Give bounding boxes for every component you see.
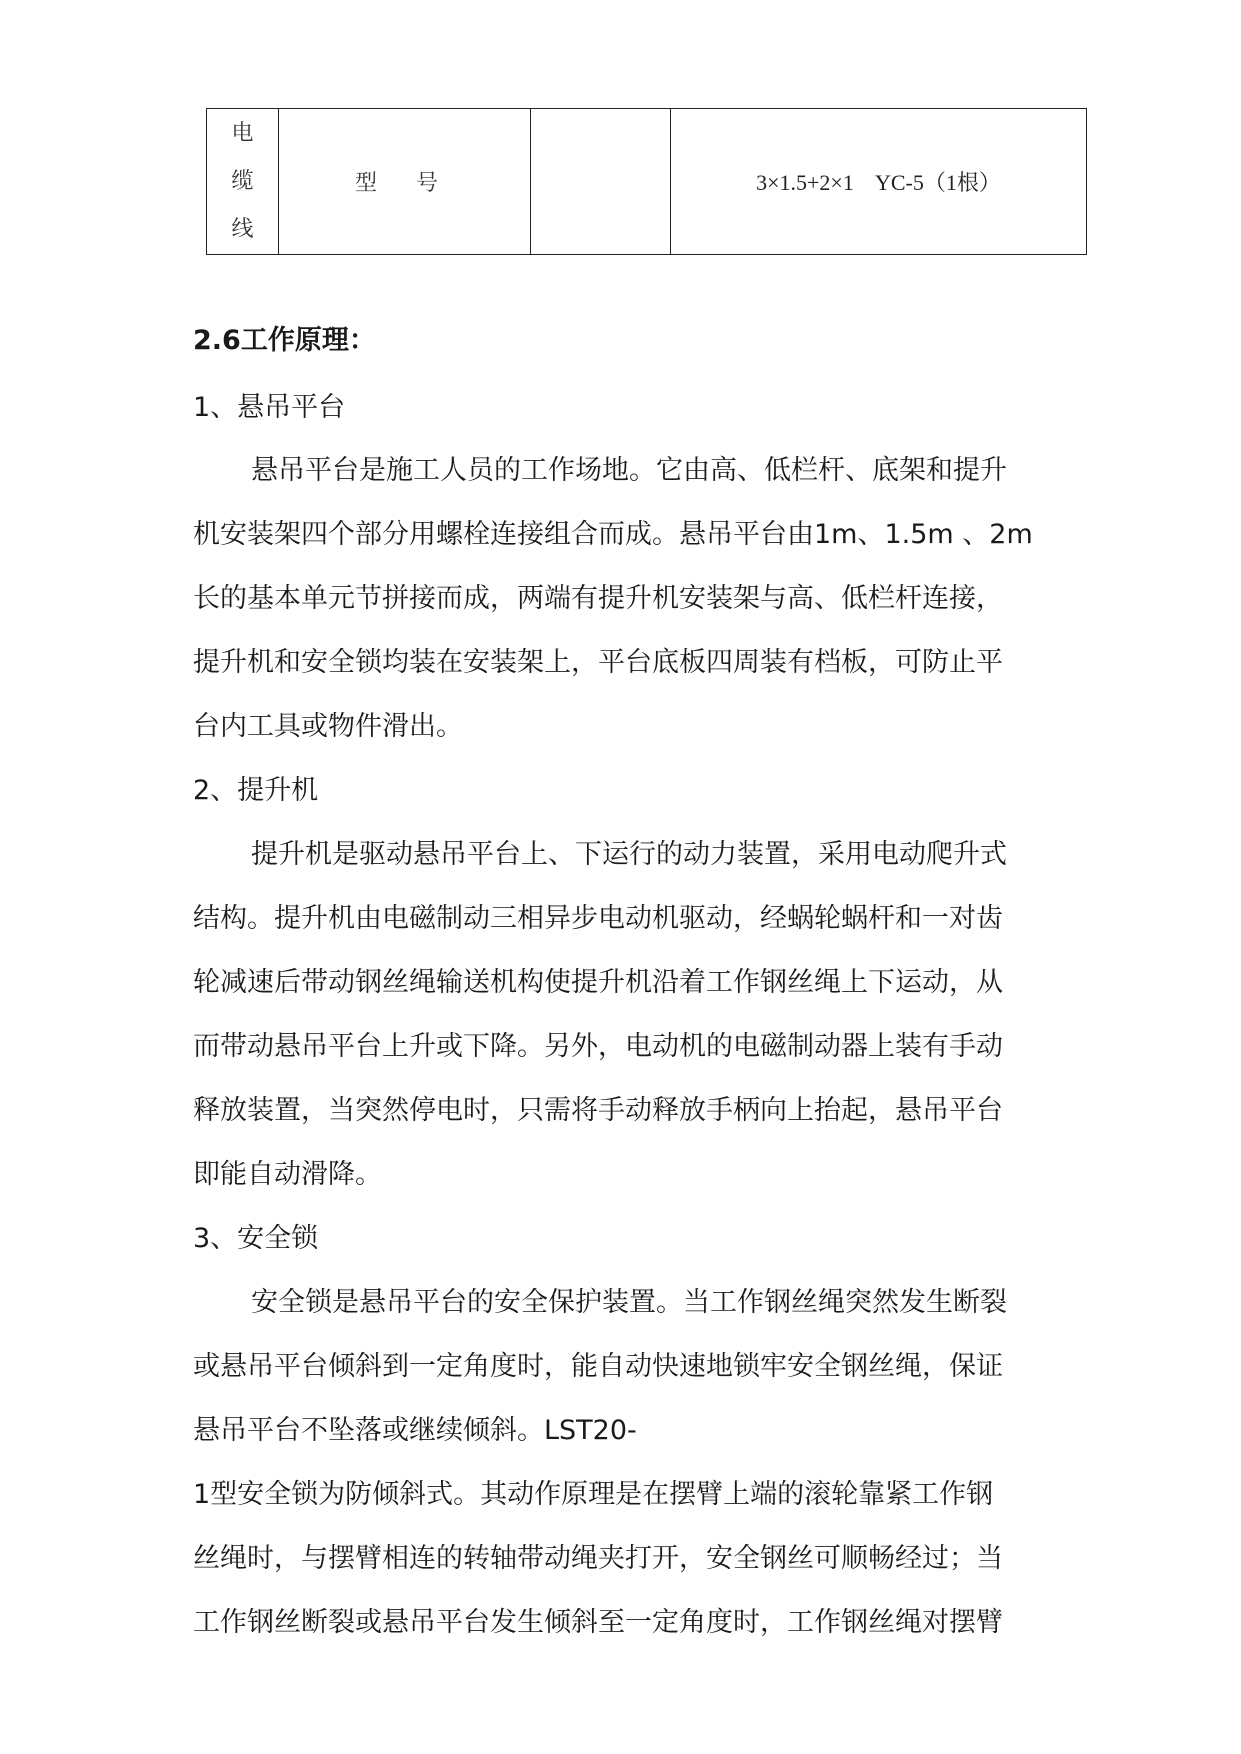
- paragraph-line: 长的基本单元节拼接而成，两端有提升机安装架与高、低栏杆连接，: [193, 583, 1003, 614]
- paragraph-line: 提升机和安全锁均装在安装架上，平台底板四周装有档板，可防止平: [193, 647, 1003, 678]
- paragraph-line: 而带动悬吊平台上升或下降。另外，电动机的电磁制动器上装有手动: [193, 1031, 1003, 1062]
- item-heading-platform: 1、悬吊平台: [193, 392, 346, 423]
- empty-cell: [531, 109, 671, 255]
- paragraph-line: 轮减速后带动钢丝绳输送机构使提升机沿着工作钢丝绳上下运动，从: [193, 967, 1003, 998]
- paragraph-line: 丝绳时，与摆臂相连的转轴带动绳夹打开，安全钢丝可顺畅经过；当: [193, 1543, 1003, 1574]
- paragraph-line: 提升机是驱动悬吊平台上、下运行的动力装置，采用电动爬升式: [251, 839, 1007, 870]
- section-title: 2.6工作原理：: [193, 325, 376, 356]
- paragraph-line: 工作钢丝断裂或悬吊平台发生倾斜至一定角度时，工作钢丝绳对摆臂: [193, 1607, 1003, 1638]
- table-row: [207, 109, 1087, 255]
- model-label: 型 号: [355, 171, 454, 196]
- paragraph-line: 结构。提升机由电磁制动三相异步电动机驱动，经蜗轮蜗杆和一对齿: [193, 903, 1003, 934]
- paragraph-line: 安全锁是悬吊平台的安全保护装置。当工作钢丝绳突然发生断裂: [251, 1287, 1007, 1318]
- model-label-cell: [279, 109, 531, 255]
- category-label: 电缆线: [231, 120, 254, 242]
- paragraph-line: 悬吊平台是施工人员的工作场地。它由高、低栏杆、底架和提升: [251, 455, 1007, 486]
- paragraph-line: 释放装置，当突然停电时，只需将手动释放手柄向上抬起，悬吊平台: [193, 1095, 1003, 1126]
- paragraph-line: 或悬吊平台倾斜到一定角度时，能自动快速地锁牢安全钢丝绳，保证: [193, 1351, 1003, 1382]
- paragraph-line: 台内工具或物件滑出。: [193, 711, 463, 742]
- category-cell: [207, 109, 279, 255]
- model-value: 3×1.5+2×1 YC-5（1根）: [756, 170, 1001, 195]
- item-heading-safety-lock: 3、安全锁: [193, 1223, 319, 1254]
- paragraph-line: 即能自动滑降。: [193, 1159, 382, 1190]
- paragraph-line: 机安装架四个部分用螺栓连接组合而成。悬吊平台由1m、1.5m 、2m: [193, 519, 1033, 550]
- item-heading-hoist: 2、提升机: [193, 775, 319, 806]
- cable-spec-table: [206, 108, 1087, 255]
- paragraph-line: 1型安全锁为防倾斜式。其动作原理是在摆臂上端的滚轮靠紧工作钢: [193, 1479, 994, 1510]
- paragraph-line: 悬吊平台不坠落或继续倾斜。LST20-: [193, 1415, 637, 1446]
- model-value-cell: [671, 109, 1087, 255]
